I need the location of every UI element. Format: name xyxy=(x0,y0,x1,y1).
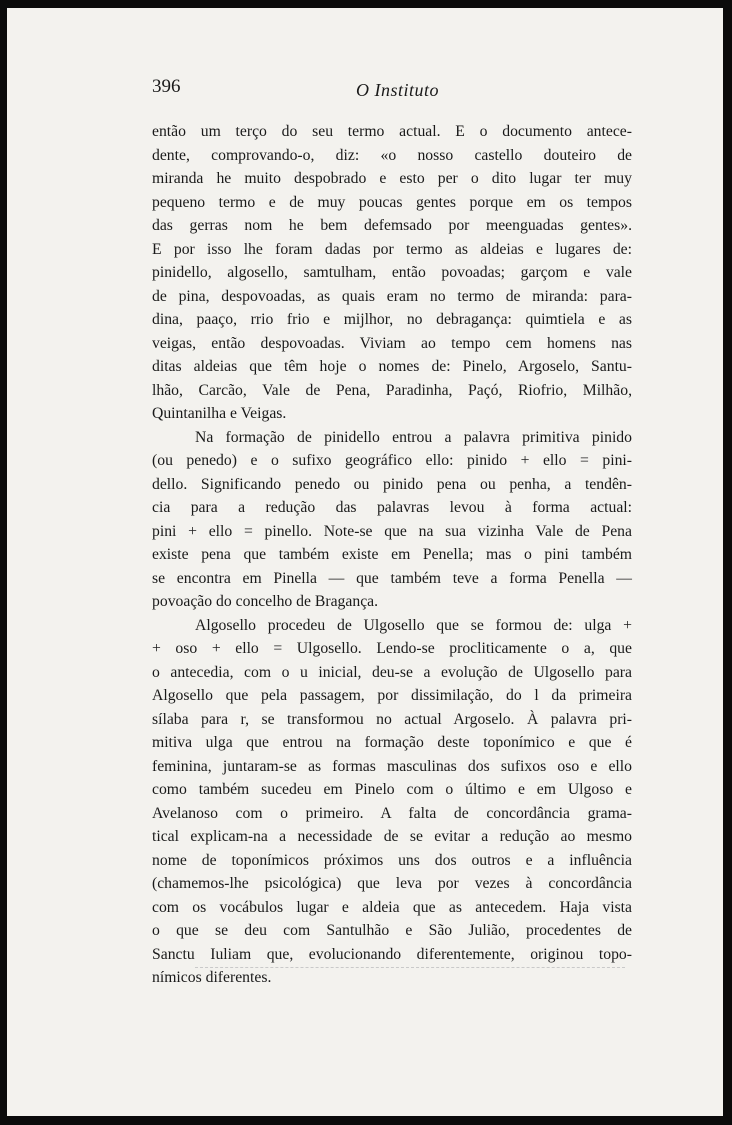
text-line: Quintanilha e Veigas. xyxy=(152,405,287,422)
text-line: povoação do concelho de Bragança. xyxy=(152,593,379,610)
text-line: pinidello, algosello, samtulham, então povoadas; garçom e vale xyxy=(152,264,632,281)
text-line: feminina, juntaram-se as formas masculinas dos sufixos oso e ello xyxy=(152,757,632,775)
text-line: o que se deu com Santulhão e São Julião, procedentes de xyxy=(152,922,632,939)
text-line: Avelanoso com o primeiro. A falta de concordância grama- xyxy=(152,804,632,822)
text-line: E por isso lhe foram dadas por termo as aldeias e lugares de: xyxy=(152,240,632,258)
text-line: Na formação de pinidello entrou a palavra primitiva pinido xyxy=(195,428,632,446)
text-line: miranda he muito despobrado e esto per o dito lugar ter muy xyxy=(152,170,632,187)
text-line: Algosello procedeu de Ulgosello que se formou de: ulga + xyxy=(195,616,632,634)
text-line: Sanctu Iuliam que, evolucionando diferentemente, originou topo- xyxy=(152,945,632,963)
body-text xyxy=(152,120,632,990)
text-line: de pina, despovoadas, as quais eram no termo de miranda: para- xyxy=(152,287,632,305)
text-line: nímicos diferentes. xyxy=(152,969,272,986)
text-line: como também sucedeu em Pinelo com o último e em Ulgoso e xyxy=(152,781,632,798)
text-line: lhão, Carcão, Vale de Pena, Paradinha, Paçó, Riofrio, Milhão, xyxy=(152,381,632,399)
page-number: 396 xyxy=(152,76,181,97)
text-line: pini + ello = pinello. Note-se que na sua vizinha Vale de Pena xyxy=(152,522,632,540)
text-line: cia para a redução das palavras levou à forma actual: xyxy=(152,499,632,516)
text-line: Algosello que pela passagem, por dissimilação, do l da primeira xyxy=(152,687,632,704)
text-line: das gerras nom he bem defemsado por meenguadas gentes». xyxy=(152,217,632,234)
page-header xyxy=(152,76,632,106)
text-line: o antecedia, com o u inicial, deu-se a evolução de Ulgosello para xyxy=(152,663,632,681)
text-line: existe pena que também existe em Penella; mas o pini também xyxy=(152,546,632,563)
text-line: nome de toponímicos próximos uns dos outros e a influência xyxy=(152,851,632,869)
text-line: + oso + ello = Ulgosello. Lendo-se procliticamente o a, que xyxy=(152,640,632,657)
text-line: veigas, então despovoadas. Viviam ao tempo cem homens nas xyxy=(152,334,632,352)
text-line: ditas aldeias que têm hoje o nomes de: Pinelo, Argoselo, Santu- xyxy=(152,358,632,375)
text-line: tical explicam-na a necessidade de se evitar a redução ao mesmo xyxy=(152,828,632,845)
running-title: O Instituto xyxy=(356,80,440,100)
text-line: então um terço do seu termo actual. E o documento antece- xyxy=(152,123,632,140)
scan-artifact-line xyxy=(195,967,625,968)
text-line: com os vocábulos lugar e aldeia que as antecedem. Haja vista xyxy=(152,898,632,916)
text-line: sílaba para r, se transformou no actual Argoselo. À palavra pri- xyxy=(152,710,632,728)
text-line: se encontra em Pinella — que também teve a forma Penella — xyxy=(152,569,632,587)
text-line: mitiva ulga que entrou na formação deste toponímico e que é xyxy=(152,734,632,751)
text-line: dello. Significando penedo ou pinido pena ou penha, a tendên- xyxy=(152,475,632,493)
text-line: (ou penedo) e o sufixo geográfico ello: pinido + ello = pini- xyxy=(152,452,632,469)
text-line: dina, paaço, rrio frio e mijlhor, no debragança: quimtiela e as xyxy=(152,311,632,328)
text-line: dente, comprovando-o, diz: «o nosso castello douteiro de xyxy=(152,146,632,164)
text-line: (chamemos-lhe psicológica) que leva por vezes à concordância xyxy=(152,875,632,892)
text-line: pequeno termo e de muy poucas gentes porque em os tempos xyxy=(152,193,632,211)
